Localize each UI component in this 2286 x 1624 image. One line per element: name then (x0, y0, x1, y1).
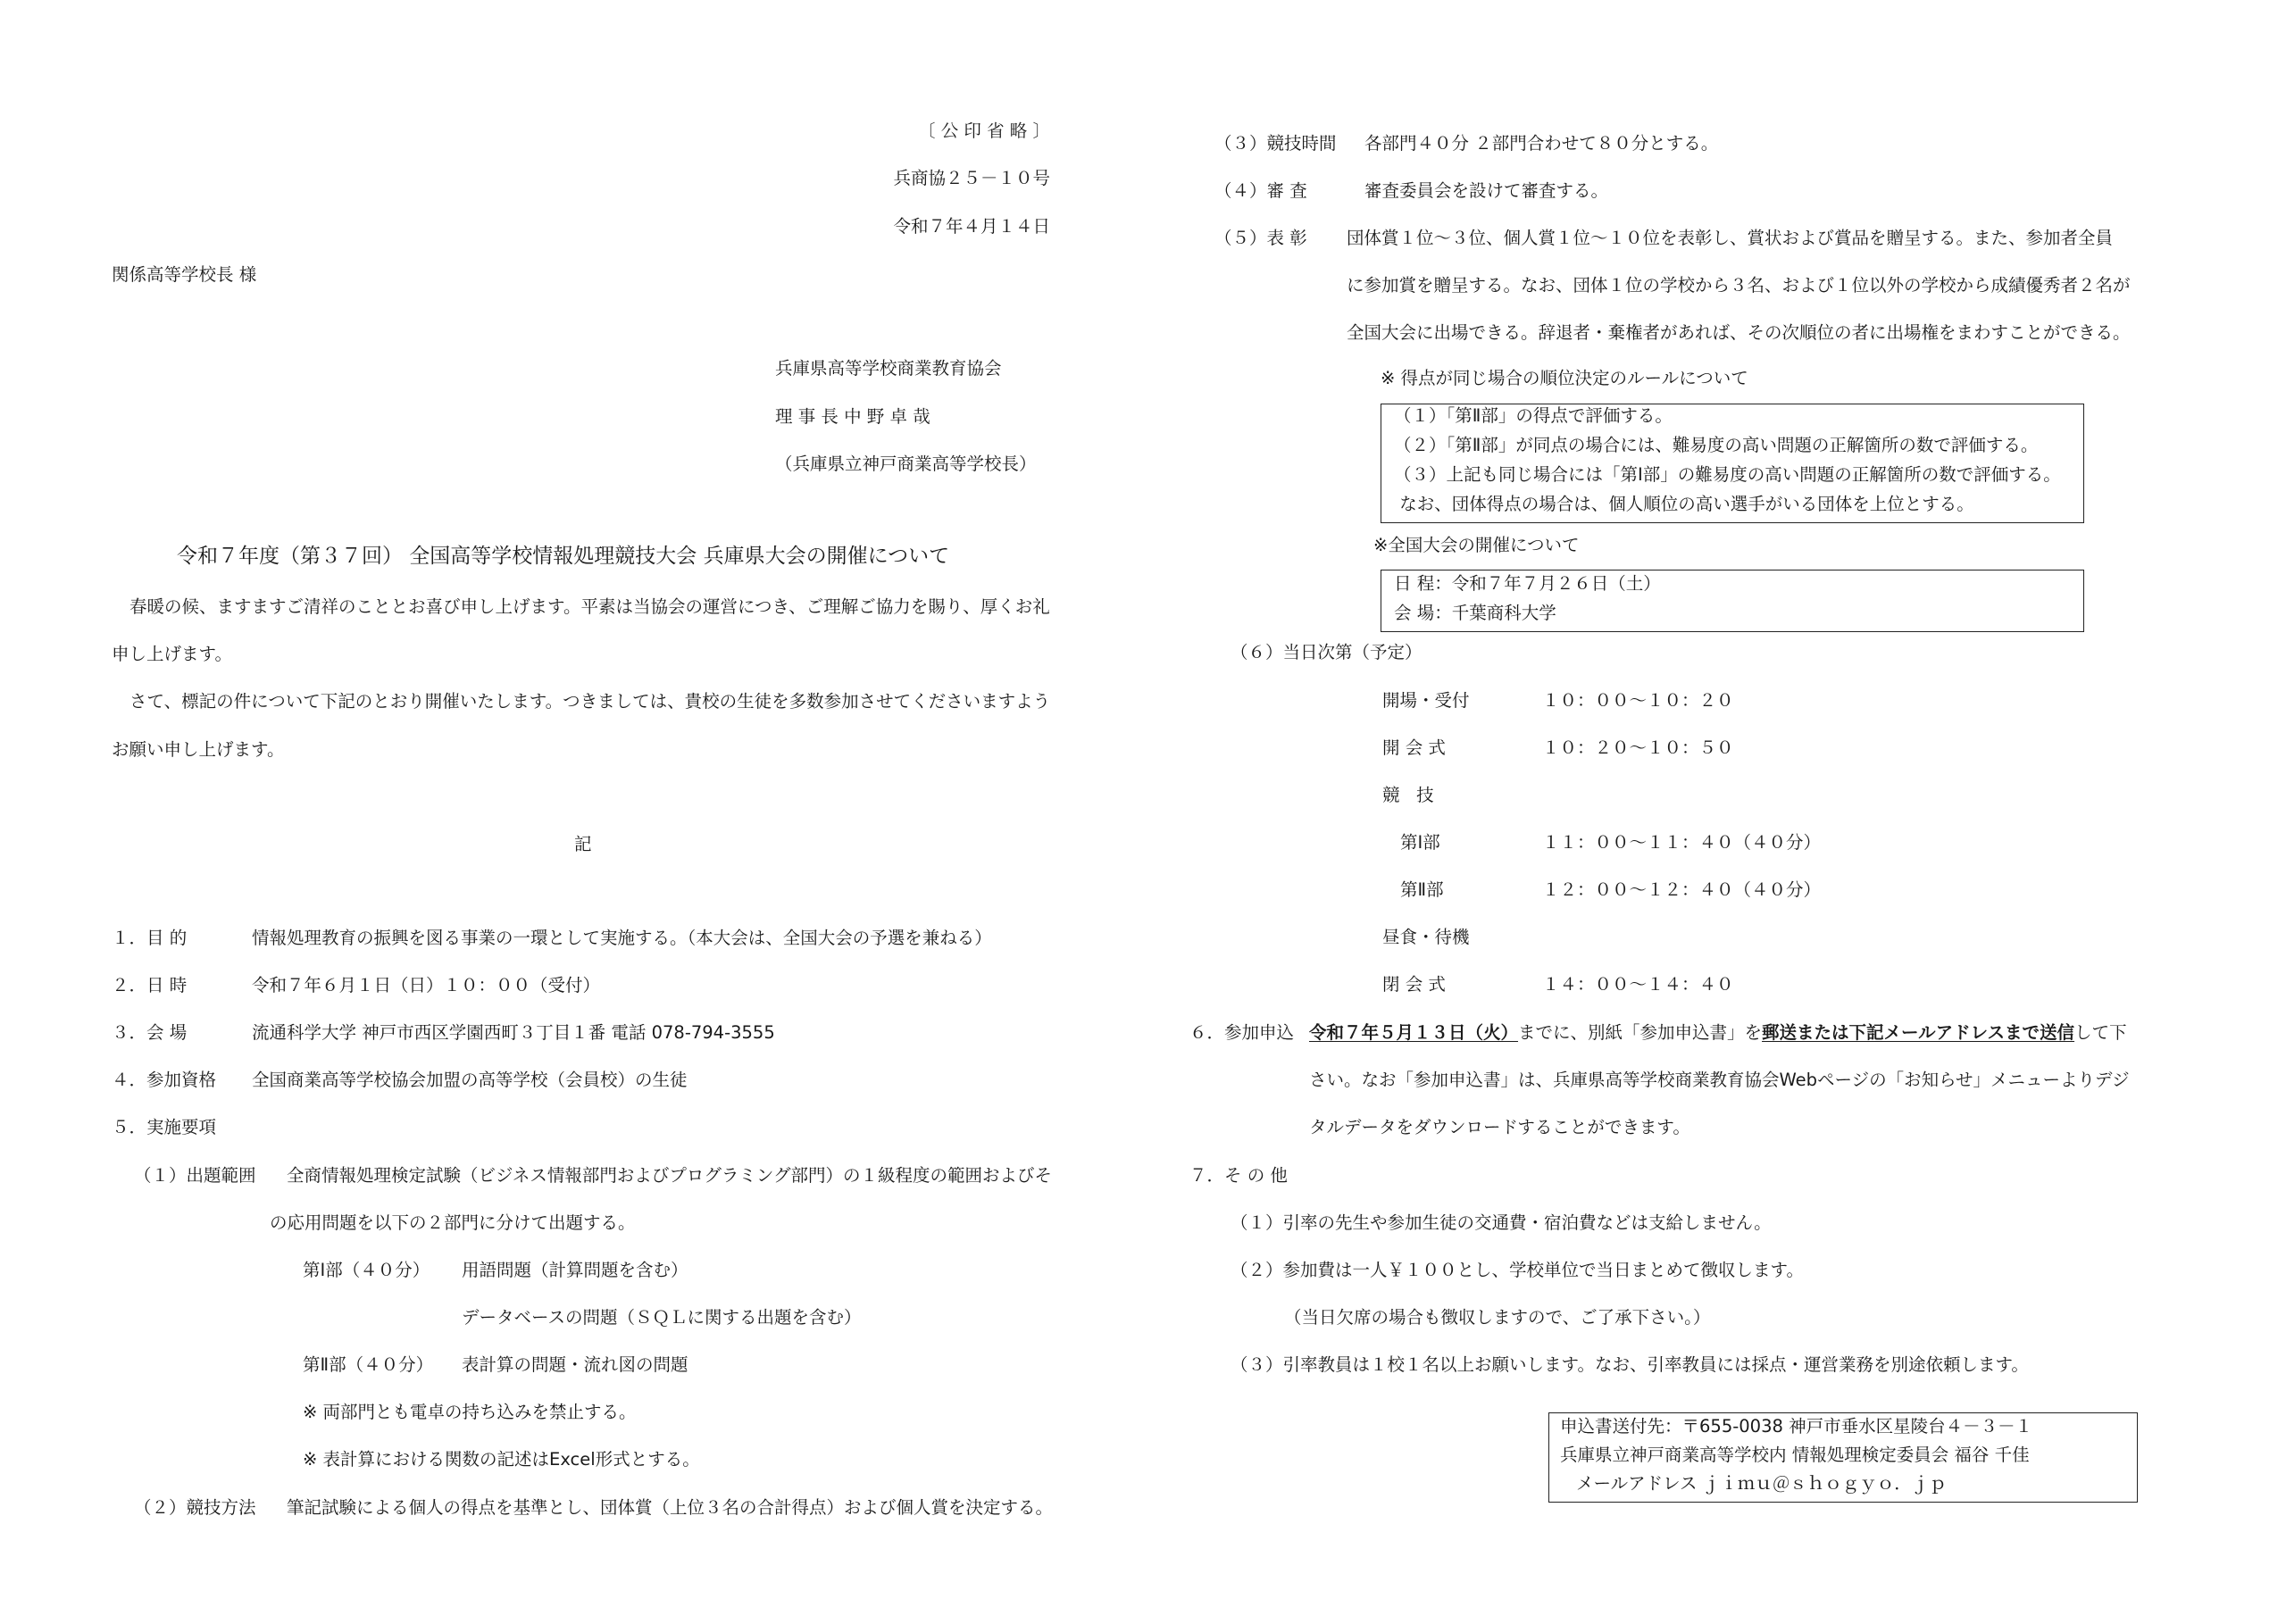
part1-topic: データベースの問題（ＳＱＬに関する出題を含む） (462, 1307, 862, 1328)
purpose-label: １．目 的 (112, 928, 188, 948)
sender-affiliation: （兵庫県立神戸商業高等学校長） (775, 454, 1037, 474)
awards-line: 団体賞１位～３位、個人賞１位～１０位を表彰し、賞状および賞品を贈呈する。また、参加者全員 (1347, 228, 2114, 248)
contact-line: 申込書送付先：〒655-0038 神戸市垂水区星陵台４－３－１ (1560, 1416, 2033, 1437)
method-text: 筆記試験による個人の得点を基準とし、団体賞（上位３名の合計得点）および個人賞を決定する。 (287, 1497, 1054, 1518)
time-label: （３）競技時間 (1214, 133, 1337, 154)
schedule-item: 第Ⅱ部 (1400, 879, 1444, 900)
part2-topic: 表計算の問題・流れ図の問題 (462, 1354, 688, 1375)
part2-label: 第Ⅱ部（４０分） (303, 1354, 434, 1375)
scope-line: 全商情報処理検定試験（ビジネス情報部門およびプログラミング部門）の１級程度の範囲およびそ (287, 1165, 1053, 1186)
application-label: ６．参加申込 (1189, 1022, 1295, 1043)
scope-note: ※ 表計算における関数の記述はExcel形式とする。 (303, 1449, 700, 1470)
intro-line: 申し上げます。 (112, 644, 232, 664)
document-title: 令和７年度（第３７回） 全国高等学校情報処理競技大会 兵庫県大会の開催について (177, 545, 950, 568)
event-date: 令和７年６月１日（日）１０：００（受付） (252, 975, 601, 995)
venue-text: 流通科学大学 神戸市西区学園西町３丁目１番 電話 078-794-3555 (252, 1022, 775, 1043)
national-info-box (1381, 570, 2084, 632)
application-line (1309, 1022, 2127, 1044)
part1-topic: 用語問題（計算問題を含む） (462, 1260, 688, 1280)
document-date: 令和７年４月１４日 (893, 216, 1050, 237)
application-line: タルデータをダウンロードすることができます。 (1309, 1117, 1690, 1137)
other-item: （当日欠席の場合も徴収しますので、ご了承下さい。） (1284, 1307, 1711, 1328)
schedule-item: 第Ⅰ部 (1400, 832, 1440, 853)
national-date: 日 程：令和７年７月２６日（土） (1394, 573, 1661, 594)
tie-rule: （３）上記も同じ場合には「第Ⅰ部」の難易度の高い問題の正解箇所の数で評価する。 (1394, 464, 2061, 485)
awards-line: 全国大会に出場できる。辞退者・棄権者があれば、その次順位の者に出場権をまわすことができる。 (1347, 322, 2131, 343)
application-text: して下 (2074, 1022, 2127, 1043)
schedule-time: １４：００～１４：４０ (1542, 974, 1734, 995)
other-label: ７．そ の 他 (1189, 1165, 1288, 1186)
contact-box (1548, 1412, 2138, 1503)
addressee: 関係高等学校長 様 (112, 264, 257, 285)
tie-rule: （１）「第Ⅱ部」の得点で評価する。 (1394, 405, 1673, 426)
document-number: 兵商協２５－１０号 (893, 168, 1050, 188)
schedule-item: 競 技 (1382, 785, 1434, 805)
sender-organization: 兵庫県高等学校商業教育協会 (775, 358, 1002, 379)
tie-rules-box (1381, 404, 2084, 523)
seal-omitted-note: 〔 公 印 省 略 〕 (918, 121, 1050, 141)
scope-note: ※ 両部門とも電卓の持ち込みを禁止する。 (303, 1402, 637, 1422)
eligibility-text: 全国商業高等学校協会加盟の高等学校（会員校）の生徒 (252, 1070, 688, 1090)
scope-line: の応用問題を以下の２部門に分けて出題する。 (270, 1212, 636, 1233)
tie-rule: なお、団体得点の場合は、個人順位の高い選手がいる団体を上位とする。 (1394, 494, 1974, 514)
part1-label: 第Ⅰ部（４０分） (303, 1260, 430, 1280)
application-line: さい。なお「参加申込書」は、兵庫県高等学校商業教育協会Webページの「お知らせ」メニューよりデジ (1309, 1070, 2130, 1090)
application-text: までに、別紙「参加申込書」を (1518, 1022, 1763, 1043)
schedule-item: 開 会 式 (1382, 737, 1446, 758)
intro-line: お願い申し上げます。 (112, 739, 285, 760)
schedule-item: 開場・受付 (1382, 690, 1470, 711)
scope-label: （１）出題範囲 (134, 1165, 256, 1186)
time-text: 各部門４０分 ２部門合わせて８０分とする。 (1364, 133, 1719, 154)
application-deadline: 令和７年５月１３日（火） (1309, 1022, 1519, 1043)
purpose-text: 情報処理教育の振興を図る事業の一環として実施する。（本大会は、全国大会の予選を兼ねる） (252, 928, 992, 948)
schedule-label: （６）当日次第（予定） (1231, 642, 1422, 662)
eligibility-label: ４．参加資格 (112, 1070, 217, 1090)
date-label: ２．日 時 (112, 975, 188, 995)
application-method: 郵送または下記メールアドレスまで送信 (1762, 1022, 2075, 1043)
ki-heading: 記 (574, 834, 592, 854)
intro-line: 春暖の候、ますますご清祥のこととお喜び申し上げます。平素は当協会の運営につき、ご理解ご協力を賜り、厚くお礼 (129, 596, 1050, 617)
other-item: （２）参加費は一人￥１００とし、学校単位で当日まとめて徴収します。 (1231, 1260, 1804, 1280)
judging-label: （４）審 査 (1214, 180, 1307, 201)
schedule-time: １２：００～１２：４０（４０分） (1542, 879, 1822, 900)
sender-title: 理 事 長 中 野 卓 哉 (775, 406, 930, 427)
schedule-item: 昼食・待機 (1382, 927, 1470, 947)
awards-label: （５）表 彰 (1214, 228, 1307, 248)
contact-email: メールアドレス ｊｉｍｕ＠ｓｈｏｇｙｏ．ｊｐ (1576, 1473, 1947, 1494)
tie-rule-note: ※ 得点が同じ場合の順位決定のルールについて (1381, 368, 1748, 388)
national-venue: 会 場：千葉商科大学 (1394, 603, 1556, 623)
other-item: （３）引率教員は１校１名以上お願いします。なお、引率教員には採点・運営業務を別途依頼します。 (1231, 1354, 2029, 1375)
national-note: ※全国大会の開催について (1373, 535, 1580, 555)
judging-text: 審査委員会を設けて審査する。 (1364, 180, 1609, 201)
intro-line: さて、標記の件について下記のとおり開催いたします。つきましては、貴校の生徒を多数参加させてくださいますよう (129, 691, 1051, 712)
tie-rule: （２）「第Ⅱ部」が同点の場合には、難易度の高い問題の正解箇所の数で評価する。 (1394, 435, 2039, 455)
awards-line: に参加賞を贈呈する。なお、団体１位の学校から３名、および１位以外の学校から成績優秀者２名が (1347, 275, 2131, 296)
contact-line: 兵庫県立神戸商業高等学校内 情報処理検定委員会 福谷 千佳 (1560, 1445, 2030, 1465)
schedule-time: １０：２０～１０：５０ (1542, 737, 1734, 758)
schedule-item: 閉 会 式 (1382, 974, 1446, 995)
schedule-time: １０：００～１０：２０ (1542, 690, 1734, 711)
venue-label: ３．会 場 (112, 1022, 188, 1043)
method-label: （２）競技方法 (134, 1497, 256, 1518)
schedule-time: １１：００～１１：４０（４０分） (1542, 832, 1822, 853)
other-item: （１）引率の先生や参加生徒の交通費・宿泊費などは支給しません。 (1231, 1212, 1772, 1233)
guidelines-label: ５．実施要項 (112, 1117, 217, 1137)
